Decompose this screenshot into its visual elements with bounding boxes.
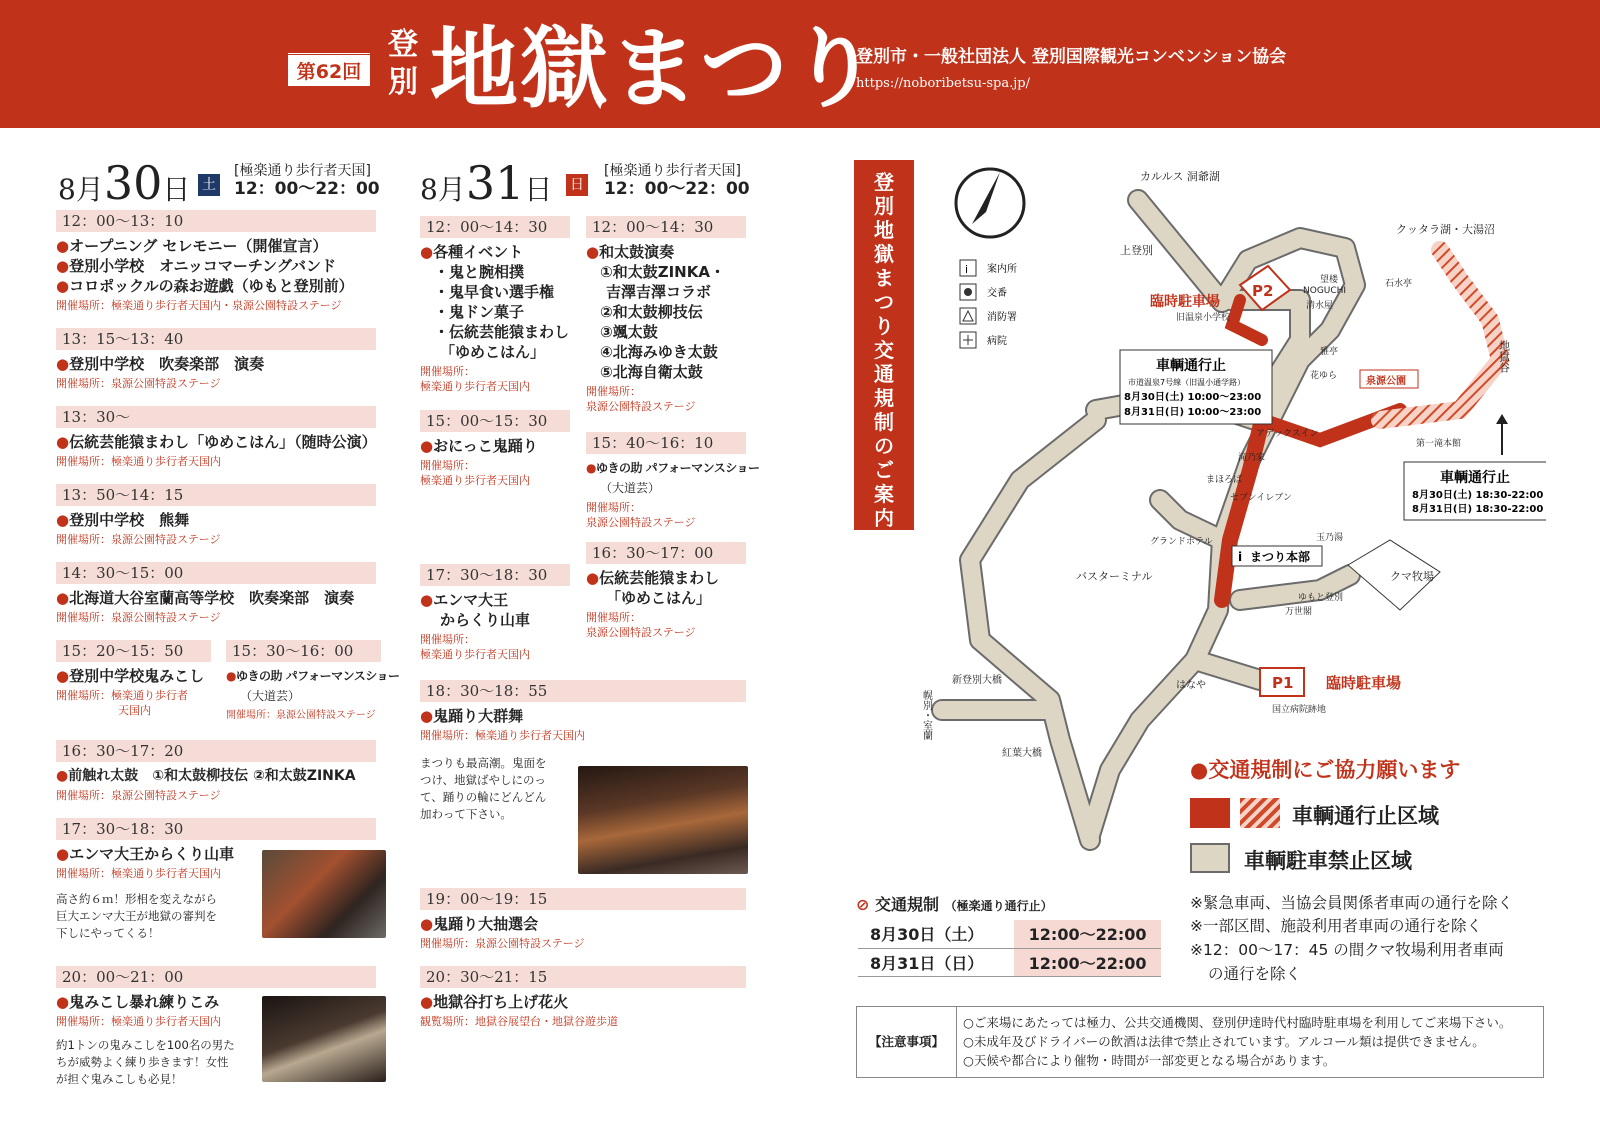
svg-text:i: i <box>965 263 969 276</box>
website-link[interactable]: https://noboribetsu-spa.jp/ <box>856 76 1030 91</box>
header-banner <box>0 0 1600 128</box>
d2-left-block-3 <box>420 564 570 662</box>
svg-text:車輌通行止: 車輌通行止 <box>1156 358 1226 374</box>
d1-block-6 <box>56 640 211 718</box>
event: ● 伝統芸能猿まわし <box>586 568 746 588</box>
event: ● オープニング セレモニー（開催宣言） <box>56 236 376 256</box>
description: 約1トンの鬼みこしを100名の男た ちが威勢よく練り歩きます！女性 が担ぐ鬼みこしも必見！ <box>56 1038 235 1086</box>
omikoshi-photo <box>262 996 386 1082</box>
svg-text:石水亭: 石水亭 <box>1385 279 1413 289</box>
legend-hospital: 病院 <box>987 336 1007 347</box>
traffic-title: ⊘ 交通規制 （極楽通り通行止） <box>856 895 1053 914</box>
legend-fire: 消防署 <box>987 312 1017 323</box>
time-bar: 16：30〜17：00 <box>586 542 746 564</box>
svg-text:滝乃家: 滝乃家 <box>1238 453 1266 463</box>
event-line: ④北海みゆき太鼓 <box>600 343 718 361</box>
time-bar: 17：30〜18：30 <box>420 564 570 586</box>
svg-text:8月31日(日) 10:00〜23:00: 8月31日(日) 10:00〜23:00 <box>1124 407 1262 418</box>
time-bar: 20：30〜21：15 <box>420 966 746 988</box>
venue: 開催場所： 泉源公園特設ステージ <box>586 611 696 639</box>
venue: 開催場所：極楽通り歩行者天国内 <box>56 1015 221 1028</box>
event: ● ゆきの助 パフォーマンスショー <box>586 458 746 478</box>
svg-text:まほろば: まほろば <box>1206 475 1243 485</box>
edition-label: 第62回 <box>288 52 370 86</box>
d2-right-block-3 <box>586 542 746 640</box>
label-gokuraku: 極楽通り歩行者天国 <box>1314 432 1399 485</box>
event: ● 鬼みこし暴れ練りこみ <box>56 992 376 1012</box>
d2-left-block-5 <box>420 888 746 951</box>
time-bar: 18：30〜18：55 <box>420 680 746 702</box>
enma-float-photo <box>262 850 386 938</box>
svg-text:NOGUCHI: NOGUCHI <box>1303 286 1347 296</box>
svg-text:玉乃湯: 玉乃湯 <box>1316 533 1344 543</box>
description: 高さ約６ｍ！形相を変えながら 巨大エンマ大王が地獄の審判を 下しにやってくる！ <box>56 892 217 940</box>
venue: 観覧場所：地獄谷展望台・地獄谷遊歩道 <box>420 1015 618 1028</box>
legend-info: 案内所 <box>987 264 1017 275</box>
time-bar: 13：30〜 <box>56 406 376 428</box>
organizer: 登別市・一般社団法人 登別国際観光コンベンション協会 <box>856 47 1287 67</box>
label-temp-parking-2: 臨時駐車場 <box>1326 674 1402 692</box>
closed-hatched-swatch <box>1240 798 1280 828</box>
event-line: 吉澤吉澤コラボ <box>606 283 712 301</box>
svg-text:第一滝本館: 第一滝本館 <box>1416 439 1462 449</box>
legend-police: 交番 <box>987 288 1007 299</box>
d1-block-5 <box>56 562 376 625</box>
event: ● おにっこ鬼踊り <box>420 436 570 456</box>
event: ● 鬼踊り大抽選会 <box>420 914 746 934</box>
event: ● 北海道大谷室蘭高等学校 吹奏楽部 演奏 <box>56 588 376 608</box>
caution-label: 【注意事項】 <box>857 1007 957 1077</box>
venue: 開催場所：泉源公園特設ステージ <box>226 710 376 721</box>
event-line: ・伝統芸能猿まわし <box>434 323 570 341</box>
event: ● 登別中学校鬼みこし <box>56 666 211 686</box>
traffic-map <box>836 155 1546 855</box>
time-bar: 13：50〜14：15 <box>56 484 376 506</box>
time-bar: 16：30〜17：20 <box>56 740 376 762</box>
caution-box <box>856 1006 1544 1078</box>
label-kuttara: クッタラ湖・大湯沼 <box>1396 223 1495 236</box>
event-line: からくり山車 <box>440 611 531 629</box>
svg-text:清水屋: 清水屋 <box>1306 301 1334 311</box>
event: ● 登別小学校 オニッコマーチングバンド <box>56 256 376 276</box>
svg-text:P1: P1 <box>1272 674 1294 692</box>
oni-dance-photo <box>578 766 748 874</box>
map-title: 登別地獄まつり交通規制のご案内 <box>854 160 914 530</box>
svg-text:車輌通行止: 車輌通行止 <box>1440 470 1510 486</box>
event: ● 前触れ太鼓 ①和太鼓柳技伝 ②和太鼓ZINKA <box>56 766 376 786</box>
label-jigokudani: 地獄谷 <box>1497 340 1511 373</box>
map-icon-legend <box>960 260 1017 348</box>
event-line: ・鬼早食い選手権 <box>434 283 555 301</box>
label-sengen-park: 泉源公園 <box>1366 376 1406 387</box>
svg-text:幌別・室蘭: 幌別・室蘭 <box>920 690 932 740</box>
svg-text:セブンイレブン: セブンイレブン <box>1230 493 1292 503</box>
event: ● 鬼踊り大群舞 <box>420 706 746 726</box>
table-row: 8月30日（土） 12:00〜22:00 <box>858 920 1161 948</box>
event: ● 和太鼓演奏 <box>586 242 746 262</box>
d1-block-2 <box>56 328 376 391</box>
svg-text:8月31日(日) 18:30-22:00: 8月31日(日) 18:30-22:00 <box>1412 504 1544 515</box>
label-kuma: クマ牧場 <box>1390 570 1434 583</box>
svg-text:8月30日(土) 18:30-22:00: 8月30日(土) 18:30-22:00 <box>1412 490 1544 501</box>
event: ● 各種イベント <box>420 242 570 262</box>
label-honbu: まつり本部 <box>1250 550 1311 564</box>
d1-block-4 <box>56 484 376 547</box>
time-bar: 15：40〜16：10 <box>586 432 746 454</box>
legend-note: ※12：00〜17：45 の間クマ牧場利用者車両 <box>1190 941 1504 959</box>
event-line: ①和太鼓ZINKA・ <box>600 263 725 281</box>
svg-text:新登別大橋: 新登別大橋 <box>952 675 1002 686</box>
d2-right-block-2 <box>586 432 760 530</box>
time-bar: 12：00〜13：10 <box>56 210 376 232</box>
svg-text:8月30日(土) 10:00〜23:00: 8月30日(土) 10:00〜23:00 <box>1124 392 1262 403</box>
svg-text:P2: P2 <box>1252 282 1274 300</box>
time-bar: 12：00〜14：30 <box>420 216 570 238</box>
svg-text:アデックスイン: アデックスイン <box>1256 429 1319 439</box>
info-icon: i <box>1238 550 1243 564</box>
day1-hours: [極楽通り歩行者天国] 12：00〜22：00 <box>234 163 380 199</box>
venue: 開催場所：泉源公園特設ステージ <box>56 533 221 546</box>
event-line: ・鬼と腕相撲 <box>434 263 525 281</box>
svg-text:雅亭: 雅亭 <box>1320 347 1339 357</box>
table-row: 8月31日（日） 12:00〜22:00 <box>858 948 1161 976</box>
caution-items: ○ご来場にあたっては極力、公共交通機関、登別伊達時代村臨時駐車場を利用してご来場下さい。 ○未成年及びドライバーの飲酒は法律で禁止されています。アルコール類は提供できません。 ○天候や都合により催物・時間が一部変更となる場合があります。 <box>963 1015 1512 1068</box>
no-entry-icon: ⊘ <box>856 895 870 914</box>
event-line: ⑤北海自衛太鼓 <box>600 363 703 381</box>
venue: 開催場所： 極楽通り歩行者天国内 <box>420 633 530 661</box>
event: ● 伝統芸能猿まわし「ゆめこはん」（随時公演） <box>56 432 376 452</box>
venue: 開催場所：極楽通り歩行者 天国内 <box>56 689 188 717</box>
legend-note: ※緊急車両、当協会員関係者車両の通行を除く <box>1190 894 1513 912</box>
event: ● 登別中学校 熊舞 <box>56 510 376 530</box>
label-temp-parking: 臨時駐車場 <box>1150 294 1220 310</box>
event-line: 「ゆめこはん」 <box>440 343 546 361</box>
day2-date: 8月31日 <box>420 156 553 210</box>
label-karurusu: カルルス 洞爺湖 <box>1140 170 1220 183</box>
venue: 開催場所：泉源公園特設ステージ <box>56 789 221 802</box>
time-bar: 12：00〜14：30 <box>586 216 746 238</box>
venue: 開催場所：泉源公園特設ステージ <box>56 377 221 390</box>
venue: 開催場所：極楽通り歩行者天国内 <box>56 867 221 880</box>
venue: 開催場所： 極楽通り歩行者天国内 <box>420 365 530 393</box>
time-bar: 17：30〜18：30 <box>56 818 376 840</box>
event-line: ③颯太鼓 <box>600 323 658 341</box>
time-bar: 19：00〜19：15 <box>420 888 746 910</box>
time-bar: 20：00〜21：00 <box>56 966 376 988</box>
venue: 開催場所： 泉源公園特設ステージ <box>586 501 696 529</box>
label-kamiboribetsu: 上登別 <box>1120 244 1153 257</box>
svg-text:市道温泉7号線（旧温小通学路）: 市道温泉7号線（旧温小通学路） <box>1128 378 1246 387</box>
d1-block-3 <box>56 406 376 469</box>
description: まつりも最高潮。鬼面を つけ、地獄ばやしにのっ て、踊りの輪にどんどん 加わって下さい。 <box>420 756 547 821</box>
venue: 開催場所： 極楽通り歩行者天国内 <box>420 459 530 487</box>
venue: 開催場所：泉源公園特設ステージ <box>56 611 221 624</box>
venue: 開催場所：極楽通り歩行者天国内 <box>56 455 221 468</box>
venue: 開催場所：泉源公園特設ステージ <box>420 937 585 950</box>
noparking-swatch <box>1190 843 1230 873</box>
svg-text:はなや: はなや <box>1176 680 1206 691</box>
time-bar: 13：15〜13：40 <box>56 328 376 350</box>
d1-block-8 <box>56 740 376 803</box>
event-line: 「ゆめこはん」 <box>606 589 712 607</box>
svg-text:ゆもと登別: ゆもと登別 <box>1298 593 1344 603</box>
event: ● コロポックルの森お遊戯（ゆもと登別前） <box>56 276 376 296</box>
d2-left-block-2 <box>420 410 570 488</box>
event: ● 地獄谷打ち上げ花火 <box>420 992 746 1012</box>
legend-noparking: 車輌駐車禁止区域 <box>1244 849 1412 873</box>
legend-closed: 車輌通行止区域 <box>1292 804 1439 828</box>
closed-road-jigokudani <box>1380 250 1500 420</box>
svg-text:紅葉大橋: 紅葉大橋 <box>1002 748 1042 759</box>
title-vertical: 登別 <box>388 27 418 100</box>
svg-text:花ゆら: 花ゆら <box>1310 371 1338 381</box>
legend-note: ※一部区間、施設利用者車両の通行を除く <box>1190 917 1482 935</box>
d2-left-block-1 <box>420 216 570 394</box>
legend-title: ●交通規制にご協力願います <box>1190 758 1461 782</box>
time-bar: 15：20〜15：50 <box>56 640 211 662</box>
svg-text:望楼: 望楼 <box>1320 275 1339 285</box>
svg-text:国立病院跡地: 国立病院跡地 <box>1272 705 1327 715</box>
day2-hours: [極楽通り歩行者天国] 12：00〜22：00 <box>604 163 750 199</box>
svg-text:万世閣: 万世閣 <box>1285 607 1313 617</box>
event: ● エンマ大王 <box>420 590 570 610</box>
day2-header <box>420 158 750 208</box>
time-bar: 14：30〜15：00 <box>56 562 376 584</box>
event-sub: （大道芸） <box>600 481 661 495</box>
venue: 開催場所：極楽通り歩行者天国内 <box>420 729 585 742</box>
closed-swatch <box>1190 798 1230 828</box>
event: ● 登別中学校 吹奏楽部 演奏 <box>56 354 376 374</box>
d2-left-block-6 <box>420 966 746 1029</box>
event-sub: （大道芸） <box>240 689 301 703</box>
legend-note: の通行を除く <box>1208 965 1302 983</box>
label-old-school: 旧温泉小学校 <box>1176 313 1231 323</box>
venue: 開催場所：極楽通り歩行者天国内・泉源公園特設ステージ <box>56 299 342 312</box>
event-line: ②和太鼓柳技伝 <box>600 303 703 321</box>
page-title: 地獄まつり <box>430 16 881 120</box>
time-bar: 15：30〜16：00 <box>226 640 381 662</box>
venue: 開催場所： 泉源公園特設ステージ <box>586 385 696 413</box>
d1-block-1 <box>56 210 376 313</box>
north-arrow-icon <box>972 172 1000 224</box>
d1-block-7 <box>226 640 400 723</box>
event: ● エンマ大王からくり山車 <box>56 844 376 864</box>
label-bus-terminal: バスターミナル <box>1076 570 1153 583</box>
traffic-table <box>858 920 1161 977</box>
compass-icon <box>956 169 1024 237</box>
svg-text:グランドホテル: グランドホテル <box>1150 537 1213 547</box>
d2-right-block-1 <box>586 216 746 414</box>
day1-header <box>58 158 388 208</box>
day1-date: 8月30日 <box>58 156 191 210</box>
day2-weekday-badge: 日 <box>566 174 588 196</box>
time-bar: 15：00〜15：30 <box>420 410 570 432</box>
event: ● ゆきの助 パフォーマンスショー <box>226 666 381 686</box>
event-line: ・鬼ドン菓子 <box>434 303 525 321</box>
day1-weekday-badge: 土 <box>198 174 220 196</box>
